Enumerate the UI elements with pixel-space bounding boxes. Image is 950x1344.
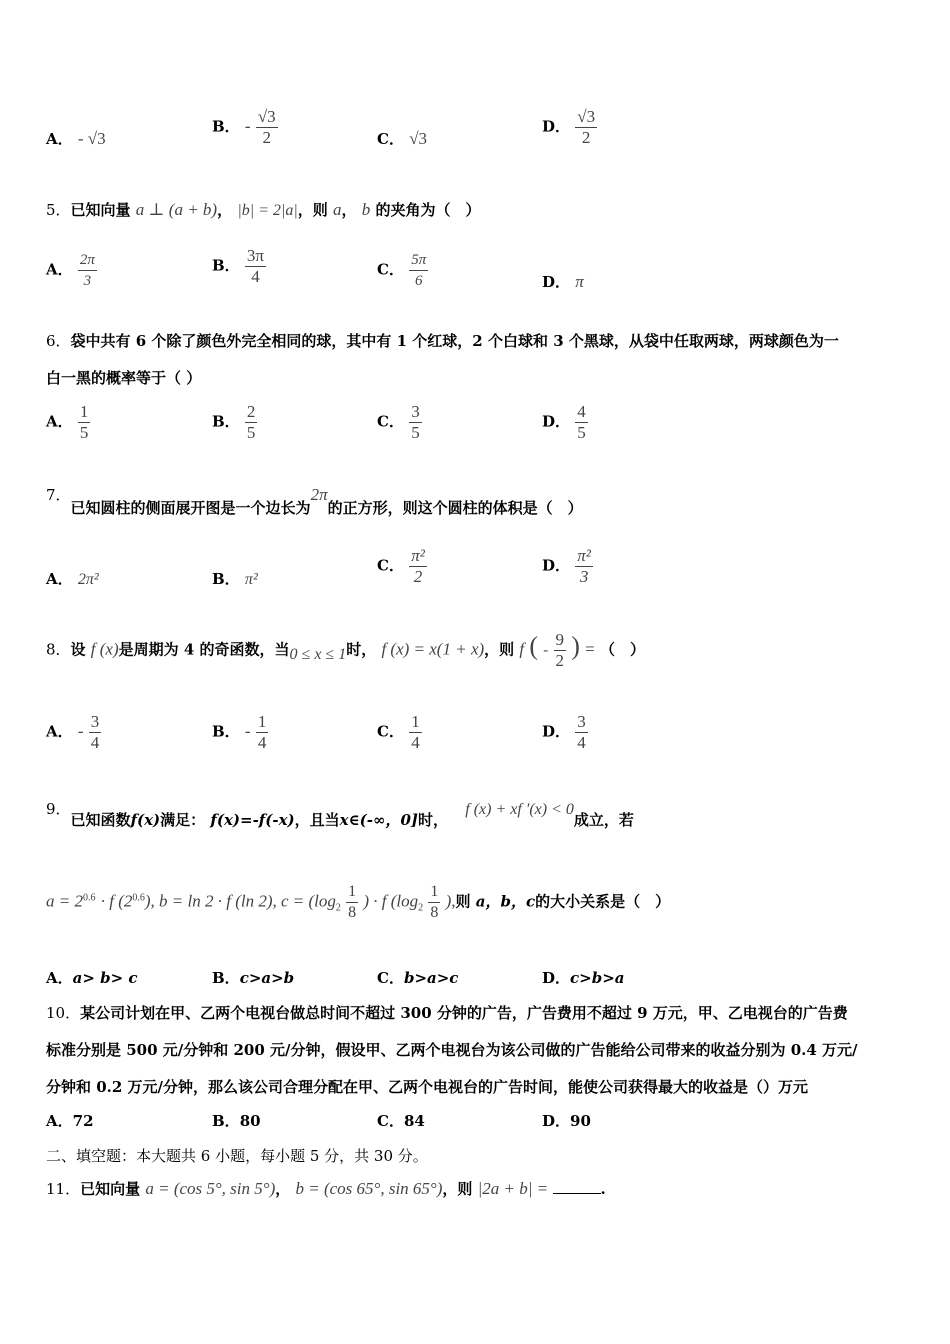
fraction-numerator: √3	[257, 107, 276, 126]
option-label: A．	[46, 1112, 73, 1130]
option-value: 2π²	[77, 571, 99, 588]
option-label: D．	[542, 273, 571, 291]
option-label: C．	[377, 130, 404, 148]
fraction-numerator: π²	[577, 546, 591, 565]
question-text: 时，	[418, 811, 449, 829]
fraction-denominator: 2	[256, 127, 278, 148]
q9-option-a	[46, 967, 138, 988]
fraction-denominator: 2	[555, 651, 565, 670]
option-label: D．	[542, 117, 571, 136]
question-10-line-3	[46, 1076, 808, 1097]
q10-option-c	[377, 1110, 425, 1131]
option-value: - √3	[77, 129, 106, 148]
question-text: ，则	[297, 201, 328, 219]
section-heading: 二、填空题：本大题共 6 小题，每小题 5 分，共 30 分。	[46, 1147, 428, 1165]
option-value: 90	[570, 1112, 591, 1130]
q7-option-c	[377, 546, 427, 587]
q4-option-d	[542, 107, 597, 148]
question-text: 分钟和 0.2 万元/分钟，那么该公司合理分配在甲、乙两个电视台的广告时间，能使公司获得最大的收益是（）万元	[46, 1078, 809, 1096]
q7-option-a	[46, 568, 99, 589]
fraction-numerator: 1	[257, 712, 267, 731]
q5-option-a	[46, 250, 97, 291]
q4-option-c	[377, 128, 427, 149]
option-value: 84	[403, 1112, 425, 1130]
question-text: 标准分别是 500 元/分钟和 200 元/分钟，假设甲、乙两个电视台为该公司做的广告能给公司带来的收益分别为 0.4 万元/	[46, 1041, 858, 1059]
question-6-line-2	[46, 367, 201, 388]
question-number: 6．	[46, 332, 71, 350]
option-fraction	[89, 712, 102, 753]
math-expression: ) · f (log	[363, 891, 419, 911]
question-10	[46, 1002, 848, 1023]
fraction-numerator: 9	[555, 630, 565, 649]
option-sign: -	[244, 116, 251, 136]
option-label: A．	[46, 722, 73, 741]
math-subscript: 2	[418, 902, 424, 914]
question-11	[46, 1178, 606, 1199]
question-text: ，则	[442, 1180, 473, 1198]
math-expression: f (x) + xf ′(x) < 0	[465, 801, 574, 818]
fraction-denominator: 5	[79, 423, 89, 442]
math-exponent: 0.6	[82, 892, 96, 904]
fraction-denominator: 2	[409, 566, 427, 587]
option-label: D．	[542, 969, 571, 987]
answer-blank[interactable]	[553, 1193, 601, 1194]
option-label: D．	[542, 1112, 571, 1130]
fraction-denominator: 3	[78, 270, 97, 291]
option-sign: -	[77, 721, 84, 741]
option-label: B．	[212, 1112, 240, 1130]
math-variables: a，b，c	[475, 892, 536, 911]
question-number: 8．	[46, 640, 71, 659]
q7-option-d	[542, 546, 593, 587]
question-number: 9．	[46, 800, 71, 818]
option-value: a> b> c	[72, 969, 138, 987]
question-text: 白一黑的概率等于（ ）	[46, 369, 202, 387]
option-label: A．	[46, 969, 73, 987]
math-expression: · f (2	[100, 891, 133, 911]
option-sign: -	[244, 721, 251, 741]
fraction-numerator: 3	[90, 712, 100, 731]
math-expression: ),	[445, 891, 456, 911]
question-text: 则	[455, 892, 471, 911]
option-fraction	[575, 712, 588, 753]
left-paren-icon: (	[529, 631, 539, 661]
option-label: C．	[377, 556, 404, 575]
fraction-denominator: 5	[246, 423, 256, 442]
question-7	[46, 484, 583, 517]
fraction-numerator: 2	[246, 402, 256, 421]
math-fraction	[346, 882, 358, 923]
punctuation: .	[600, 1180, 606, 1198]
question-number: 7．	[46, 486, 71, 504]
q10-option-a	[46, 1110, 94, 1131]
question-text: 已知向量	[80, 1180, 141, 1198]
option-label: C．	[377, 260, 404, 279]
fraction-numerator: π²	[411, 546, 425, 565]
question-text: ，则	[484, 640, 515, 659]
q9-option-c	[377, 967, 458, 988]
question-number: 5．	[46, 201, 71, 219]
option-fraction	[575, 546, 593, 587]
option-fraction	[256, 712, 269, 753]
fraction-numerator: 3	[577, 712, 586, 731]
option-value: 80	[239, 1112, 261, 1130]
option-label: C．	[377, 722, 404, 741]
fraction-denominator: 8	[348, 904, 357, 921]
q8-option-d	[542, 712, 588, 753]
math-variable: b	[361, 200, 371, 219]
q9-option-b	[212, 967, 294, 988]
fraction-numerator: 4	[577, 402, 586, 421]
fraction-denominator: 5	[577, 423, 586, 442]
option-fraction	[256, 107, 278, 148]
fraction-denominator: 4	[577, 733, 586, 752]
math-variable: a	[332, 200, 342, 219]
fraction-numerator: 1	[430, 883, 439, 900]
fraction-numerator: 2π	[79, 252, 95, 268]
option-label: A．	[46, 570, 73, 588]
fraction-numerator: 1	[348, 883, 357, 900]
option-label: D．	[542, 722, 571, 741]
question-8	[46, 630, 645, 671]
question-text: 袋中共有 6 个除了颜色外完全相同的球，其中有 1 个红球，2 个白球和 3 个黑球，从袋中任取两球，两球颜色为一	[70, 332, 839, 350]
math-expression: f(x)	[130, 811, 161, 829]
q5-option-c	[377, 250, 428, 291]
question-number: 10．	[46, 1004, 81, 1022]
math-expression: b = (cos 65°, sin 65°)	[295, 1179, 443, 1198]
question-text: 已知函数	[70, 811, 131, 829]
option-fraction	[409, 546, 427, 587]
q4-option-b	[212, 107, 278, 148]
option-label: B．	[212, 570, 240, 588]
fraction-numerator: 1	[411, 712, 420, 731]
option-label: B．	[212, 722, 240, 741]
fraction-numerator: √3	[577, 107, 596, 126]
option-label: C．	[377, 412, 404, 431]
fraction-denominator: 6	[409, 270, 428, 291]
fraction-numerator: 1	[79, 402, 89, 421]
fraction-denominator: 2	[575, 127, 597, 148]
option-fraction	[409, 402, 422, 443]
separator: ，	[341, 201, 357, 219]
option-value: √3	[409, 129, 428, 148]
math-expression: x∈(-∞，0]	[339, 811, 419, 829]
option-value: c>a>b	[239, 969, 295, 987]
math-fraction	[428, 882, 440, 923]
question-text: 的大小关系是（ ）	[535, 892, 671, 911]
option-fraction	[78, 402, 91, 443]
math-expression: a = (cos 5°, sin 5°)	[145, 1179, 276, 1198]
fraction-denominator: 4	[257, 733, 267, 752]
question-text: 的正方形，则这个圆柱的体积是（ ）	[327, 499, 583, 517]
math-expression: f (x) = x(1 + x)	[381, 639, 485, 659]
question-text: ，且当	[294, 811, 340, 829]
q6-option-a	[46, 402, 90, 443]
q6-option-c	[377, 402, 422, 443]
option-label: D．	[542, 556, 571, 575]
question-text: 已知圆柱的侧面展开图是一个边长为	[70, 499, 311, 517]
option-label: A．	[46, 412, 73, 431]
fraction-denominator: 4	[411, 733, 420, 752]
question-10-line-2	[46, 1039, 858, 1060]
option-fraction	[409, 250, 428, 291]
option-value: π²	[244, 571, 258, 588]
math-expression: a ⊥ (a + b)	[135, 200, 218, 219]
question-9-line-2	[46, 882, 670, 923]
option-fraction	[245, 246, 266, 287]
question-text: 成立，若	[573, 811, 634, 829]
question-6	[46, 330, 839, 351]
math-expression: |b| = 2|a|	[237, 202, 298, 219]
right-paren-icon: )	[571, 631, 580, 661]
math-function: f	[519, 639, 525, 659]
option-fraction	[78, 250, 97, 291]
option-fraction	[575, 107, 597, 148]
fraction-denominator: 3	[575, 566, 593, 587]
math-expression: 0 ≤ x ≤ 1	[289, 645, 347, 663]
option-fraction	[409, 712, 422, 753]
option-fraction	[245, 402, 258, 443]
option-label: B．	[212, 117, 240, 136]
q4-option-a	[46, 128, 106, 149]
question-text: 已知向量	[70, 201, 131, 219]
q10-option-b	[212, 1110, 261, 1131]
question-text: 满足：	[160, 811, 206, 829]
option-label: B．	[212, 412, 240, 431]
math-equals: =	[537, 1179, 548, 1198]
q5-option-d	[542, 271, 584, 292]
math-subscript: 2	[335, 902, 341, 914]
q7-option-b	[212, 568, 258, 589]
separator: ，	[275, 1180, 291, 1198]
option-value: b>a>c	[403, 969, 459, 987]
option-label: B．	[212, 256, 240, 275]
question-number: 11．	[46, 1180, 81, 1198]
question-9	[46, 798, 634, 829]
q5-option-b	[212, 246, 266, 287]
math-expression: f(x)=-f(-x)	[210, 811, 295, 829]
fraction-numerator: 3	[411, 402, 420, 421]
math-expression: a = 2	[46, 891, 83, 911]
math-equals: =	[585, 639, 595, 659]
question-text: 时，	[346, 640, 377, 659]
q8-option-a	[46, 712, 101, 753]
math-fraction	[554, 630, 567, 671]
option-label: A．	[46, 130, 73, 148]
q9-option-d	[542, 967, 625, 988]
option-label: B．	[212, 969, 240, 987]
fraction-denominator: 4	[245, 266, 266, 287]
separator: ，	[217, 201, 233, 219]
option-label: C．	[377, 969, 404, 987]
math-expression: ), b = ln 2 · f (ln 2), c = (log	[144, 891, 336, 911]
question-text: （ ）	[599, 640, 645, 659]
math-expression: 2π	[310, 485, 328, 504]
q10-option-d	[542, 1110, 591, 1131]
question-text: 是周期为 4 的奇函数，当	[118, 640, 290, 659]
option-label: D．	[542, 412, 571, 431]
math-sign: -	[543, 642, 549, 659]
option-value: 72	[72, 1112, 94, 1130]
q6-option-b	[212, 402, 257, 443]
option-label: C．	[377, 1112, 404, 1130]
q8-option-b	[212, 712, 268, 753]
fraction-numerator: 3π	[246, 246, 265, 265]
question-text: 某公司计划在甲、乙两个电视台做总时间不超过 300 分钟的广告，广告费用不超过 9 万元，甲、乙电视台的广告费	[80, 1004, 848, 1022]
question-text: 设	[70, 640, 86, 659]
question-text: 的夹角为（ ）	[375, 201, 481, 219]
question-5	[46, 199, 480, 220]
fraction-denominator: 4	[90, 733, 100, 752]
fraction-denominator: 8	[430, 904, 439, 921]
math-exponent: 0.6	[132, 892, 145, 904]
option-label: A．	[46, 260, 73, 279]
fraction-numerator: 5π	[411, 252, 427, 268]
q8-option-c	[377, 712, 422, 753]
math-expression: f (x)	[90, 639, 119, 659]
q6-option-d	[542, 402, 588, 443]
option-value: c>b>a	[570, 969, 625, 987]
option-value: π	[575, 272, 584, 291]
fraction-denominator: 5	[411, 423, 420, 442]
option-fraction	[575, 402, 588, 443]
math-expression: |2a + b|	[477, 1179, 533, 1198]
